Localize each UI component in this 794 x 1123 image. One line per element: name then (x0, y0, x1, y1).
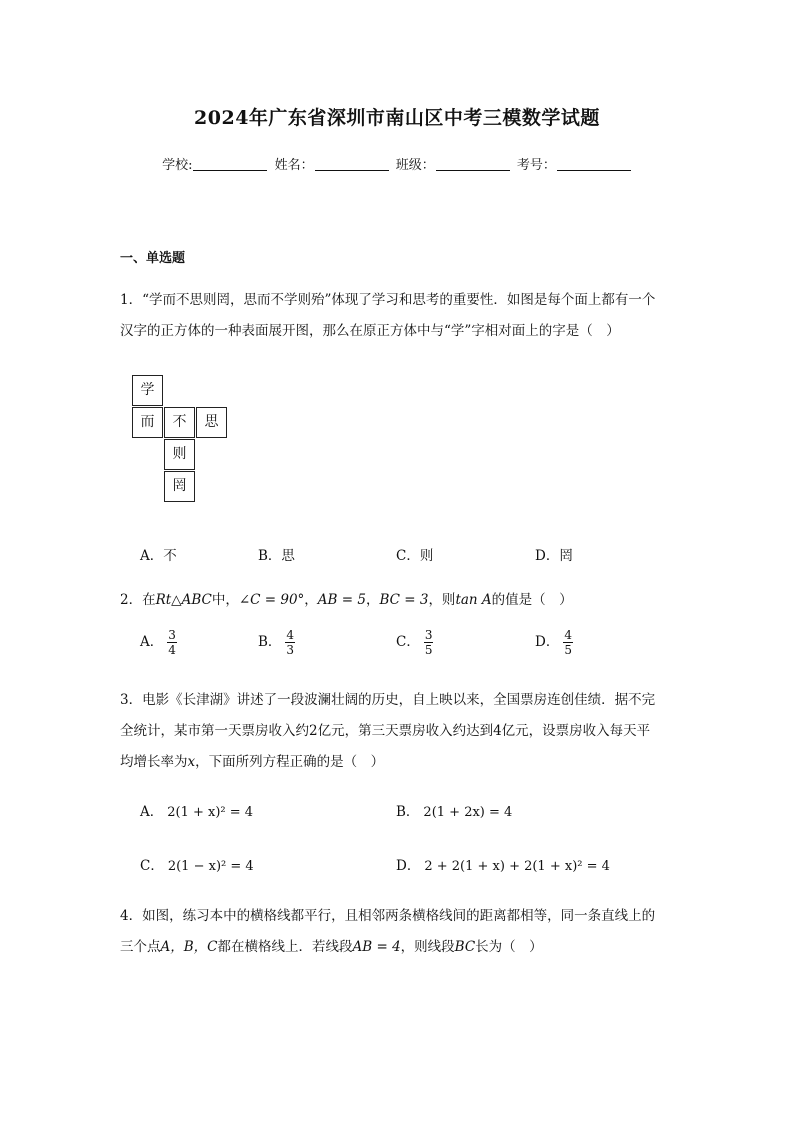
q1-line1: 1．“学而不思则罔，思而不学则殆”体现了学习和思考的重要性．如图是每个面上都有一个 (120, 292, 656, 308)
q3-option-a[interactable] (140, 800, 253, 820)
q4-line2 (120, 935, 543, 955)
q2-b-denominator: 3 (286, 643, 295, 657)
q2-sep1: ， (304, 592, 318, 608)
school-blank (193, 158, 267, 171)
q2-b-numerator: 4 (286, 628, 295, 642)
q2-angle: ∠C = 90° (238, 592, 305, 608)
q2-d-numerator: 4 (564, 628, 572, 642)
q2-a-denominator: 4 (168, 643, 176, 657)
q2-pre: 2．在 (120, 592, 156, 608)
q2-option-a-fraction (167, 628, 177, 657)
q2-c-denominator: 5 (424, 643, 433, 657)
q2-end: 的值是（ ） (491, 592, 573, 608)
q2-stem (120, 588, 573, 608)
q2-option-d-fraction (563, 628, 573, 657)
name-blank (315, 158, 389, 171)
q2-option-a[interactable] (140, 628, 177, 657)
net-cell-xue: 学 (132, 375, 163, 406)
q2-option-b-fraction (285, 628, 295, 657)
q2-option-c-label: C． (396, 634, 420, 650)
q3-option-c[interactable] (140, 854, 254, 874)
q1-line2: 汉字的正方体的一种表面展开图，那么在原正方体中与“学”字相对面上的字是（ ） (120, 323, 620, 339)
q1-option-c[interactable]: C．则 (396, 548, 434, 564)
student-info-line (0, 154, 794, 173)
q4-line2-pre: 三个点 (120, 939, 161, 955)
q4-line2-post: 长为（ ） (475, 939, 543, 955)
q1-option-d[interactable]: D．罔 (535, 548, 573, 564)
school-label: 学校: (162, 158, 193, 173)
q2-option-b-label: B． (258, 634, 282, 650)
name-label: 姓名： (274, 158, 314, 173)
q4-line1: 4．如图，练习本中的横格线都平行，且相邻两条横格线间的距离都相等，同一条直线上的 (120, 908, 656, 924)
net-cell-si: 思 (196, 407, 227, 438)
q3-option-a-expr: 2(1 + x)² = 4 (167, 805, 254, 820)
q2-tan: tan A (455, 592, 492, 608)
q3-option-a-label: A． (140, 804, 164, 820)
q2-a-numerator: 3 (168, 628, 176, 642)
exam-no-blank (557, 158, 631, 171)
section-title: 一、单选题 (120, 251, 186, 266)
q2-option-b[interactable] (258, 628, 295, 657)
q3-option-c-label: C． (140, 858, 164, 874)
q3-line3 (120, 750, 384, 770)
q2-bc: BC = 3 (379, 592, 429, 608)
page-title: 2024年广东省深圳市南山区中考三模数学试题 (194, 107, 600, 129)
net-cell-bu: 不 (164, 407, 195, 438)
q3-option-b-expr: 2(1 + 2x) = 4 (423, 805, 513, 820)
q1-option-b[interactable]: B．思 (258, 548, 295, 564)
q3-variable-x: x (187, 754, 196, 770)
q3-option-c-expr: 2(1 − x)² = 4 (167, 859, 254, 874)
q4-ab: AB = 4 (352, 939, 401, 955)
q2-c-numerator: 3 (424, 628, 433, 642)
q2-option-d-label: D． (535, 634, 560, 650)
q3-option-b-label: B． (396, 804, 420, 820)
exam-no-label: 考号： (516, 158, 556, 173)
q2-option-c-fraction (424, 628, 434, 657)
q2-mid1: 中， (211, 592, 239, 608)
net-cell-ze: 则 (164, 439, 195, 470)
class-blank (436, 158, 510, 171)
q2-triangle: Rt△ABC (155, 592, 212, 608)
q3-option-d-label: D． (396, 858, 421, 874)
q3-option-d-expr: 2 + 2(1 + x) + 2(1 + x)² = 4 (424, 859, 610, 874)
q4-bc: BC (454, 939, 476, 955)
net-cell-er: 而 (132, 407, 163, 438)
q3-line2: 全统计，某市第一天票房收入约2亿元，第三天票房收入约达到4亿元，设票房收入每天平 (120, 723, 651, 739)
q2-post: ，则 (428, 592, 456, 608)
net-cell-wang: 罔 (164, 471, 195, 502)
q2-d-denominator: 5 (564, 643, 572, 657)
q4-line2-mid: 都在横格线上．若线段 (217, 939, 353, 955)
q3-line3-pre: 均增长率为 (120, 754, 188, 770)
q3-line3-post: ，下面所列方程正确的是（ ） (195, 754, 385, 770)
q2-option-c[interactable] (396, 628, 433, 657)
q2-option-a-label: A． (140, 634, 164, 650)
q1-option-a[interactable]: A．不 (140, 548, 177, 564)
q3-option-b[interactable] (396, 800, 512, 820)
q2-option-d[interactable] (535, 628, 573, 657)
q2-sep2: ， (365, 592, 380, 608)
q2-ab: AB = 5 (317, 592, 366, 608)
q3-line1: 3．电影《长津湖》讲述了一段波澜壮阔的历史，自上映以来，全国票房连创佳绩．据不完 (120, 692, 656, 708)
q4-line2-mid2: ，则线段 (400, 939, 455, 955)
q4-points: A，B，C (160, 939, 218, 955)
class-label: 班级： (395, 158, 435, 173)
q3-option-d[interactable] (396, 854, 610, 874)
